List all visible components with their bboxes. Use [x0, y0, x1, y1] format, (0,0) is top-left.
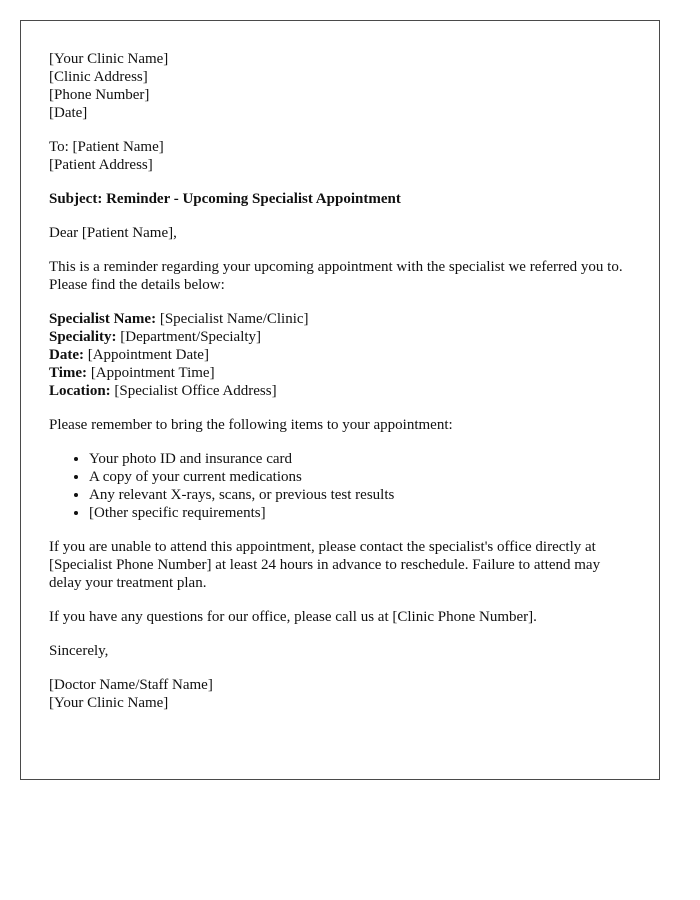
- recipient-block: [49, 138, 631, 174]
- cancellation-paragraph: If you are unable to attend this appointment, please contact the specialist's office directly at [Specialist Phone Number] at least 24 hours in advance to reschedule. Failure to attend may delay your treatment plan.: [49, 539, 601, 591]
- appointment-details: [49, 310, 631, 400]
- detail-specialist-name: [49, 310, 631, 328]
- subject-line: Subject: Reminder - Upcoming Specialist Appointment: [49, 191, 401, 207]
- detail-value: [Department/Specialty]: [120, 329, 262, 345]
- letter: [20, 20, 660, 780]
- intro-paragraph: This is a reminder regarding your upcoming appointment with the specialist we referred you to. Please find the details below:: [49, 259, 623, 293]
- detail-label: Specialist Name:: [49, 311, 157, 327]
- detail-value: [Appointment Date]: [87, 347, 209, 363]
- signature-block: [49, 676, 631, 712]
- list-item: • [Other specific requirements]: [89, 504, 631, 522]
- detail-speciality: [49, 328, 631, 346]
- clinic-name: [Your Clinic Name]: [49, 51, 169, 67]
- list-item: • A copy of your current medications: [89, 468, 631, 486]
- detail-time: [49, 364, 631, 382]
- closing: Sincerely,: [49, 643, 109, 659]
- items-list: [49, 450, 631, 522]
- detail-date: [49, 346, 631, 364]
- questions-paragraph: If you have any questions for our office, please call us at [Clinic Phone Number].: [49, 609, 537, 625]
- detail-label: Date:: [49, 347, 84, 363]
- detail-value: [Specialist Name/Clinic]: [159, 311, 309, 327]
- detail-label: Time:: [49, 365, 88, 381]
- recipient-name: To: [Patient Name]: [49, 139, 164, 155]
- recipient-address: [Patient Address]: [49, 157, 153, 173]
- detail-value: [Appointment Time]: [90, 365, 215, 381]
- list-item: • Your photo ID and insurance card: [89, 450, 631, 468]
- detail-location: [49, 382, 631, 400]
- items-intro: Please remember to bring the following items to your appointment:: [49, 417, 453, 433]
- letter-date: [Date]: [49, 105, 88, 121]
- sender-block: [49, 50, 631, 122]
- phone-number: [Phone Number]: [49, 87, 150, 103]
- signature-clinic: [Your Clinic Name]: [49, 695, 169, 711]
- clinic-address: [Clinic Address]: [49, 69, 148, 85]
- list-item: • Any relevant X-rays, scans, or previous test results: [89, 486, 631, 504]
- greeting: Dear [Patient Name],: [49, 225, 177, 241]
- detail-label: Location:: [49, 383, 111, 399]
- signature-name: [Doctor Name/Staff Name]: [49, 677, 213, 693]
- detail-value: [Specialist Office Address]: [114, 383, 277, 399]
- detail-label: Speciality:: [49, 329, 117, 345]
